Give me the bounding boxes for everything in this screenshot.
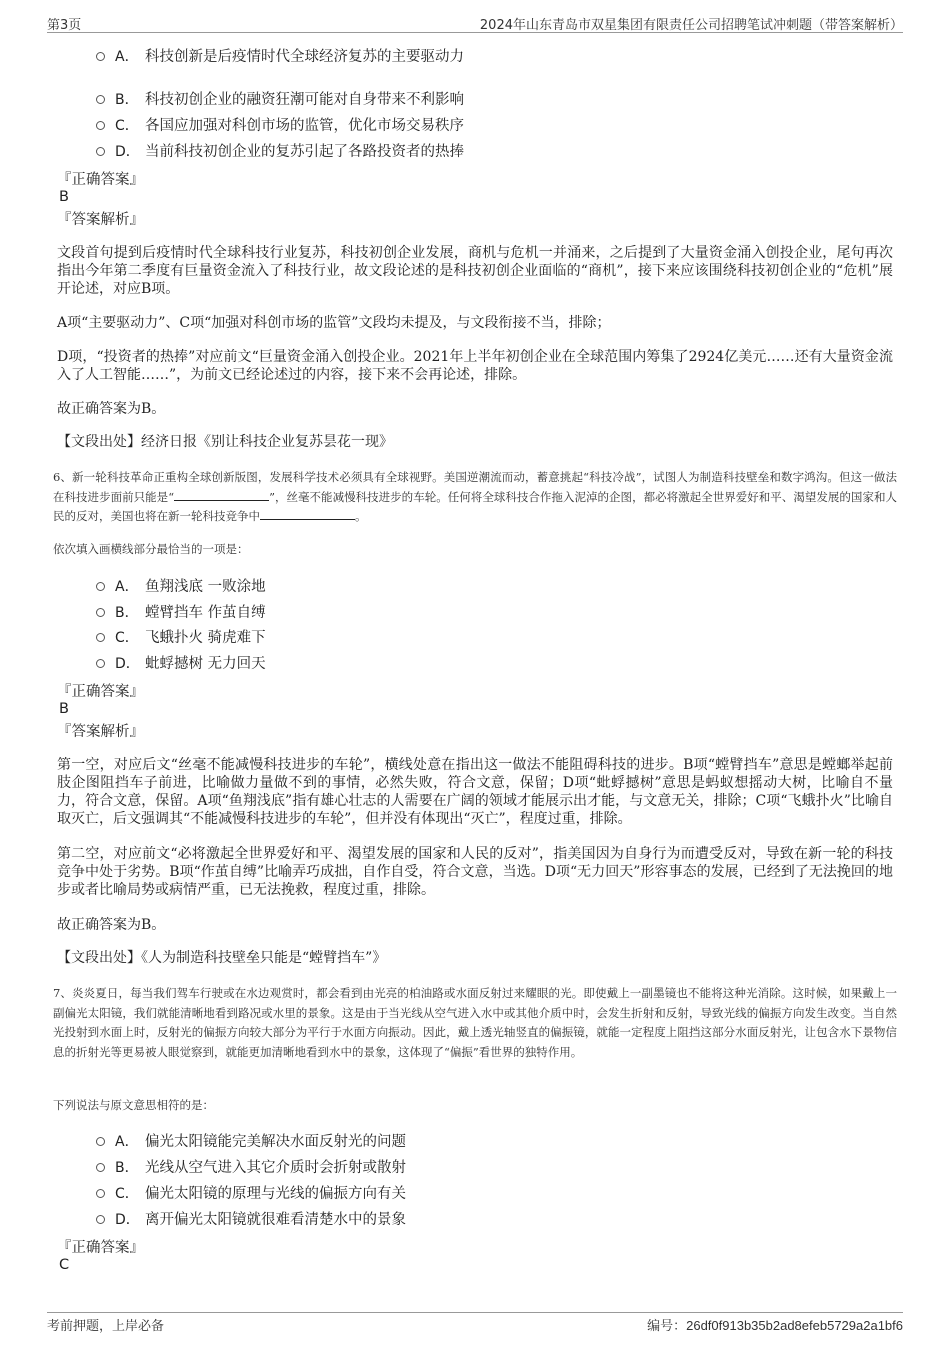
- q7-correct-answer: C: [59, 1257, 70, 1273]
- footer-slogan: 考前押题，上岸必备: [47, 1319, 165, 1334]
- radio-icon[interactable]: [96, 582, 105, 591]
- q6-source: 【文段出处】《人为制造科技壁垒只能是“螳臂挡车”》: [57, 950, 387, 966]
- radio-icon[interactable]: [96, 121, 105, 130]
- radio-icon[interactable]: [96, 633, 105, 642]
- page-number: 第3页: [47, 18, 82, 33]
- radio-icon[interactable]: [96, 1189, 105, 1198]
- q7-option-b[interactable]: B． 光线从空气进入其它介质时会折射或散射: [96, 1159, 406, 1177]
- q5-option-b[interactable]: B． 科技初创企业的融资狂潮可能对自身带来不利影响: [96, 91, 464, 109]
- q7-option-d[interactable]: D． 离开偏光太阳镜就很难看清楚水中的景象: [96, 1211, 406, 1229]
- q5-option-a[interactable]: A． 科技创新是后疫情时代全球经济复苏的主要驱动力: [96, 48, 464, 66]
- radio-icon[interactable]: [96, 147, 105, 156]
- q5-analysis-p2: A项“主要驱动力”、C项“加强对科创市场的监管”文段均未提及，与文段衔接不当，排除；: [57, 315, 611, 331]
- q6-analysis-p2: 第二空，对应前文“必将激起全世界爱好和平、渴望发展的国家和人民的反对”，指美国因为自身行为而遭受反对，导致在新一轮的科技竞争中处于劣势。B项“作茧自缚”比喻弄巧成拙，自作自受，符合文意，当选。D项“无力回天”形容事态的发展，已经到了无法挽回的地步或者比喻局势或病情严重，已无法挽救，程度过重，排除。: [57, 846, 893, 898]
- q7-option-a[interactable]: A． 偏光太阳镜能完美解决水面反射光的问题: [96, 1133, 406, 1151]
- q6-correct-label: 『正确答案』: [57, 684, 144, 700]
- q5-option-d[interactable]: D． 当前科技初创企业的复苏引起了各路投资者的热捧: [96, 143, 464, 161]
- q5-correct-answer: B: [59, 189, 69, 205]
- q6-analysis-p1: 第一空，对应后文“丝毫不能减慢科技进步的车轮”，横线处意在指出这一做法不能阻碍科技的进步。B项“螳臂挡车”意思是螳螂举起前肢企图阻挡车子前进，比喻做力量做不到的事情，必然失败，符合文意，保留；D项“蚍蜉撼树”意思是蚂蚁想摇动大树，比喻自不量力，符合文意，保留。A项“鱼翔浅底”指有雄心壮志的人需要在广阔的领域才能展示出才能，与文意无关，排除；C项“飞蛾扑火”比喻自取灭亡，后文强调其“不能减慢科技进步的车轮”，但并没有体现出“灭亡”，程度过重，排除。: [57, 757, 893, 827]
- page-header: [47, 14, 903, 33]
- fill-blank-2[interactable]: [260, 508, 355, 520]
- q6-option-c[interactable]: C． 飞蛾扑火 骑虎难下: [96, 629, 266, 647]
- q7-correct-label: 『正确答案』: [57, 1240, 144, 1256]
- q6-analysis-conclusion: 故正确答案为B。: [57, 917, 166, 933]
- radio-icon[interactable]: [96, 1215, 105, 1224]
- q6-prompt: 依次填入画横线部分最恰当的一项是：: [53, 542, 249, 556]
- radio-icon[interactable]: [96, 659, 105, 668]
- q6-correct-answer: B: [59, 701, 69, 717]
- q6-option-a[interactable]: A． 鱼翔浅底 一败涂地: [96, 578, 266, 596]
- q6-analysis-label: 『答案解析』: [57, 724, 144, 740]
- page-footer: [47, 1312, 903, 1334]
- q7-stem: 7、炎炎夏日，每当我们驾车行驶或在水边观赏时，都会看到由光亮的柏油路或水面反射过来耀眼的光。即使戴上一副墨镜也不能将这种光消除。这时候，如果戴上一副偏光太阳镜，我们就能清晰地看到路况或水里的景象。这是由于当光线从空气进入水中或其他介质中时，会发生折射和反射，导致光线的偏振方向发生改变。当自然光投射到水面上时，反射光的偏振方向较大部分为平行于水面方向振动。因此，戴上透光轴竖直的偏振镜，就能一定程度上阻挡这部分水面反射光，让包含水下景物信息的折射光等更易被人眼觉察到，就能更加清晰地看到水中的景象，这体现了“偏振”看世界的独特作用。: [53, 986, 897, 1059]
- q6-stem: 6、新一轮科技革命正重构全球创新版图，发展科学技术必须具有全球视野。美国逆潮流而动，蓄意挑起“科技冷战”，试图人为制造科技壁垒和数字鸿沟。但这一做法在科技进步面前只能是“ ”，丝毫不能减慢科技进步的车轮。任何将全球科技合作拖入泥淖的企图，都必将激起全世界爱好和平、渴望发展的国家和人民的反对，美国也将在新一轮科技竞争中 。: [53, 470, 897, 523]
- q7-option-c[interactable]: C． 偏光太阳镜的原理与光线的偏振方向有关: [96, 1185, 406, 1203]
- q5-analysis-conclusion: 故正确答案为B。: [57, 401, 166, 417]
- q7-prompt: 下列说法与原文意思相符的是：: [53, 1098, 214, 1112]
- radio-icon[interactable]: [96, 608, 105, 617]
- radio-icon[interactable]: [96, 95, 105, 104]
- q5-option-c[interactable]: C． 各国应加强对科创市场的监管，优化市场交易秩序: [96, 117, 464, 135]
- document-code: 编号：26df0f913b35b2ad8efeb5729a2a1bf6: [647, 1318, 903, 1334]
- radio-icon[interactable]: [96, 52, 105, 61]
- q6-option-b[interactable]: B． 螳臂挡车 作茧自缚: [96, 604, 266, 622]
- radio-icon[interactable]: [96, 1137, 105, 1146]
- q5-source: 【文段出处】经济日报《别让科技企业复苏昙花一现》: [57, 434, 393, 450]
- fill-blank-1[interactable]: [174, 489, 269, 501]
- document-title: 2024年山东青岛市双星集团有限责任公司招聘笔试冲刺题（带答案解析）: [479, 18, 903, 33]
- radio-icon[interactable]: [96, 1163, 105, 1172]
- q6-option-d[interactable]: D． 蚍蜉撼树 无力回天: [96, 655, 266, 673]
- q5-analysis-p1: 文段首句提到后疫情时代全球科技行业复苏，科技初创企业发展，商机与危机一并涌来，之后提到了大量资金涌入创投企业，尾句再次指出今年第二季度有巨量资金流入了科技行业，故文段论述的是科技初创企业面临的“商机”，接下来应该围绕科技初创企业的“危机”展开论述，对应B项。: [57, 245, 893, 297]
- q5-analysis-p3: D项，“投资者的热捧”对应前文“巨量资金涌入创投企业。2021年上半年初创企业在全球范围内筹集了2924亿美元……还有大量资金流入了人工智能……”，为前文已经论述过的内容，接下来不会再论述，排除。: [57, 349, 893, 383]
- q5-correct-label: 『正确答案』: [57, 172, 144, 188]
- q5-analysis-label: 『答案解析』: [57, 212, 144, 228]
